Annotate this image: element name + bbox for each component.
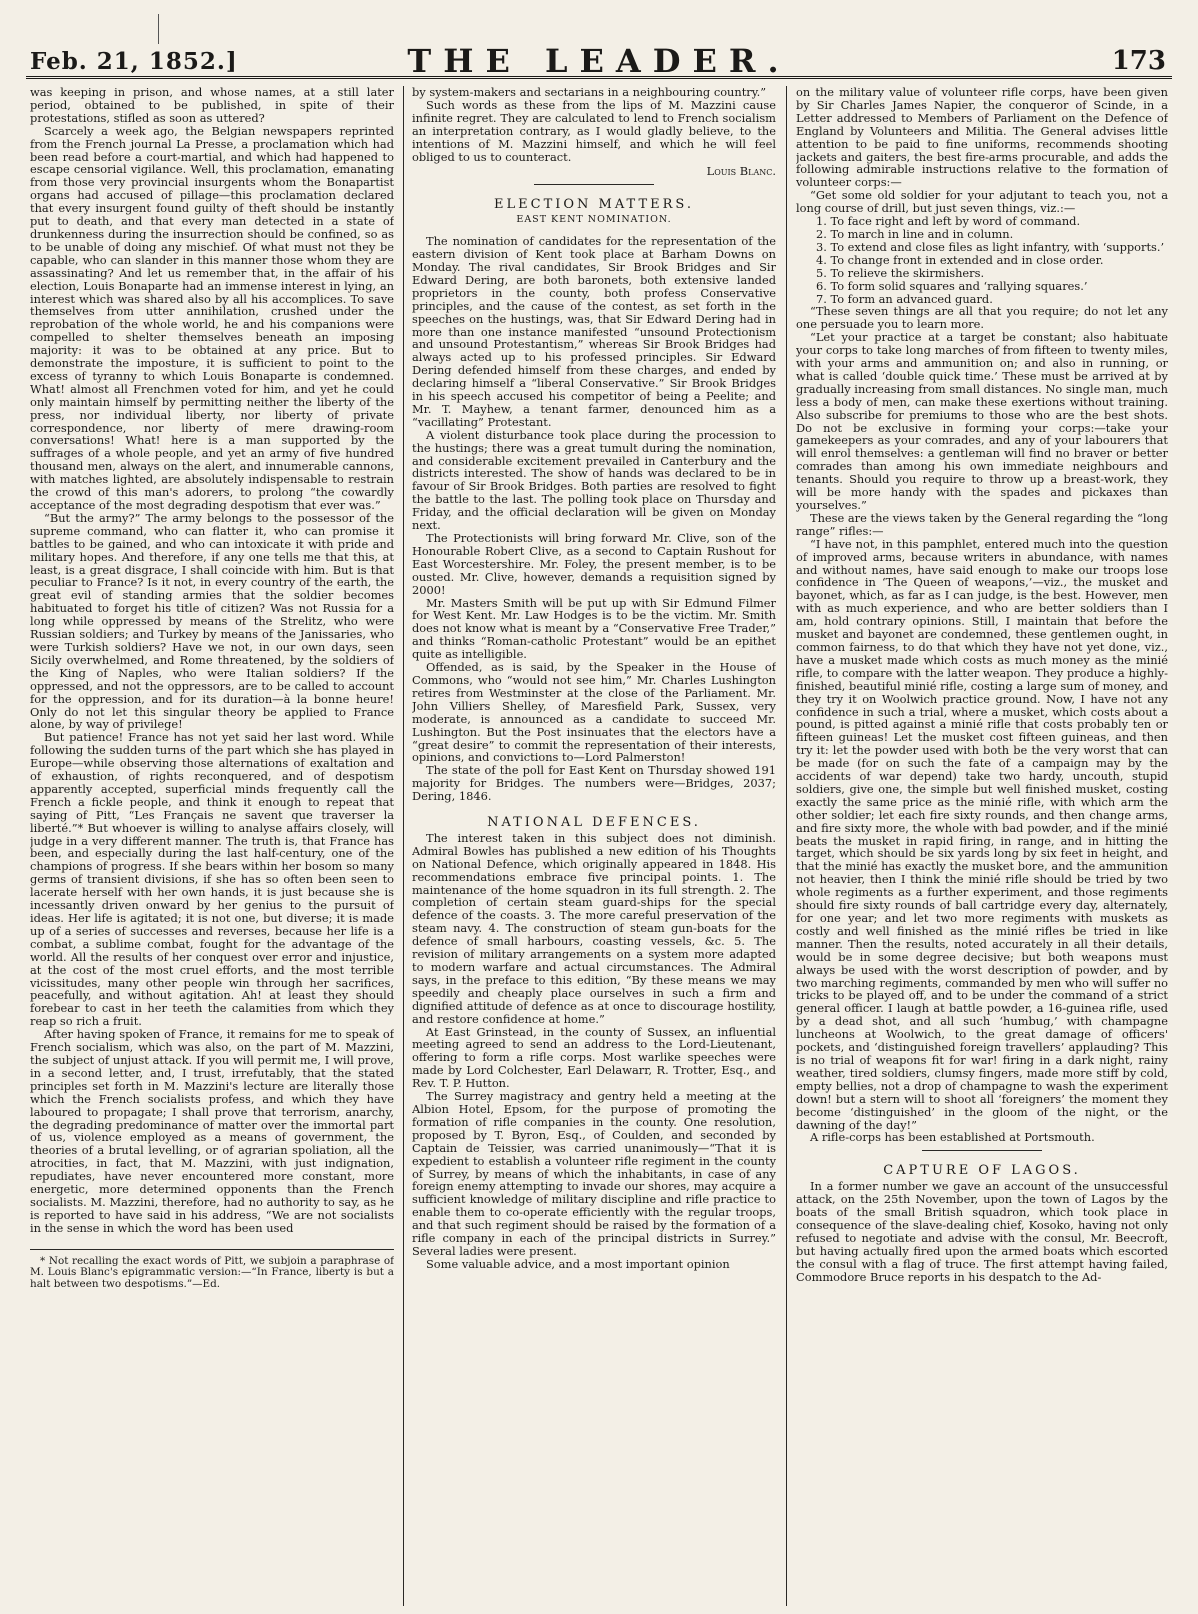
section-subheading: EAST KENT NOMINATION. [516, 214, 672, 226]
footnote [30, 1249, 394, 1291]
paragraph: The Surrey magistracy and gentry held a meeting at the Albion Hotel, Epsom, for the purpose of promoting the formation of rifle companies in the county. One resolution, proposed by T. Byron, Esq., of Coulden, and seconded by Captain de Teissier, was carried unanimously—“That it is expedient to establish a volunteer rifle regiment in the county of Surrey, by means of which the inhabitants, in case of any foreign enemy attempting to invade our shores, may acquire a sufficient knowledge of military discipline and rifle practice to enable them to co-operate efficiently with the regular troops, and that such regiment should be raised by the formation of a rifle company in each of the principal districts in Surrey.” Several ladies were present. [412, 1089, 776, 1258]
paragraph: After having spoken of France, it remains for me to speak of French socialism, which was also, on the part of M. Mazzini, the subject of unjust attack. If you will permit me, I will prove, in a second letter, and, I trust, irrefutably, that the stated principles set forth in M. Mazzini's lecture are literally those which the French socialists profess, and which they have laboured to propagate; I shall prove that terrorism, anarchy, the degrading predominance of matter over the immortal part of us, violence employed as a means of government, the theories of a brutal levelling, or of agrarian spoliation, all the atrocities, in fact, that M. Mazzini, with just indignation, repudiates, have never encountered more constant, more energetic, more determined opponents than the French socialists. M. Mazzini, therefore, had no authority to say, as he is reported to have said in his address, “We are not socialists in the sense in which the word has been used [30, 1027, 394, 1235]
list-item: 1. To face right and left by word of command. [816, 214, 1081, 229]
paragraph: was keeping in prison, and whose names, at a still later period, obtained to be published, in spite of their protestations, stifled as soon as uttered? [30, 86, 394, 125]
page-number: 173 [1111, 46, 1166, 76]
paragraph: Such words as these from the lips of M. Mazzini cause infinite regret. They are calculated to lend to French socialism an interpretation contrary, as I would gladly believe, to the intentions of M. Mazzini himself, and which he will feel obliged to us to counteract. [412, 97, 776, 164]
section-heading: NATIONAL DEFENCES. [487, 815, 701, 831]
column-3 [796, 86, 1168, 1606]
column-2 [412, 86, 776, 1606]
paragraph: The state of the poll for East Kent on Thursday showed 191 majority for Bridges. The numbers were—Bridges, 2037; Dering, 1846. [412, 763, 776, 804]
masthead [26, 14, 1172, 80]
paragraph: Some valuable advice, and a most important opinion [426, 1256, 730, 1271]
paragraph: “Get some old soldier for your adjutant to teach you, not a long course of drill, but just seven things, viz.:— [796, 188, 1168, 216]
paragraph: Scarcely a week ago, the Belgian newspapers reprinted from the French journal La Presse, a proclamation which had been read before a court-martial, and which had happened to escape censorial vigilance. Well, this proclamation, emanating from those very provincial insurgents whom the Bonapartist organs had accused of pillage—this proclamation declared that every insurgent found guilty of theft should be instantly put to death, and that every man detected in a state of drunkenness during the insurrection should be confined, so as to be unable of doing any mischief. Of what must not they be capable, who can slander in this manner those whom they are assassinating? And let us remember that, in the affair of his election, Louis Bonaparte had an immense interest in lying, an interest which was shared also by all his accomplices. To save themselves from utter annihilation, crushed under the reprobation of the whole world, he and his companions were compelled to shelter themselves beneath an imposing majority: it was to be obtained at any price. But to demonstrate the imposture, it is sufficient to point to the excess of tyranny to which Louis Bonaparte is condemned. What! almost all Frenchmen voted for him, and yet he could only maintain himself by permitting neither the liberty of the press, nor individual liberty, nor liberty of private correspondence, nor liberty of mere drawing-room conversations! What! here is a man supported by the suffrages of a whole people, and yet an army of five hundred thousand men, always on the alert, and innumerable cannons, with matches lighted, are absolutely indispensable to restrain the crowd of this man's adorers, to prolong “the cowardly acceptance of the most degrading despotism that ever was.” [30, 123, 394, 512]
paragraph: “But the army?” The army belongs to the possessor of the supreme command, who can flatter it, who can promise it battles to be gained, and who can intoxicate it with pride and military hopes. And therefore, if any one tells me that this, at least, is a great disgrace, I shall coincide with him. But is that peculiar to France? Is it not, in every country of the earth, the great evil of standing armies that the soldier becomes habituated to forget his title of citizen? Was not Russia for a long while oppressed by means of the Strelitz, who were Russian soldiers; and Turkey by means of the Janissaries, who were Turkish soldiers? Have we not, in our own days, seen Sicily overwhelmed, and Rome threatened, by the soldiers of the King of Naples, who were Italian soldiers? If the oppressed, and not the oppressors, are to be called to account for the oppression, and for its duration—à la bonne heure! Only do not let this singular theory be applied to France alone, by way of privilege! [30, 510, 394, 732]
paragraph: But patience! France has not yet said her last word. While following the sudden turns of the part which she has played in Europe—while observing those alternations of exaltation and of exhaustion, of rights reconquered, and of despotism apparently accepted, superficial minds frequently call the French a fickle people, and think it enough to repeat that saying of Pitt, “Les Français ne savent que traverser la liberté.”* But whoever is willing to analyse affairs closely, will judge in a very different manner. The truth is, that France has been, and especially during the last half-century, one of the champions of progress. If she bears within her bosom so many germs of transient divisions, if she has so often been seen to lacerate herself with her own hands, it is just because she is incessantly driven onward by her genius to the pursuit of ideas. Her life is agitated; it is not one, but diverse; it is made up of a series of successes and reverses, because her life is a combat, a sublime combat, fought for the advantage of the world. All the results of her conquest over error and injustice, at the cost of the most cruel efforts, and the most terrible vicissitudes, many other people win through her sacrifices, peacefully, and without agitation. Ah! at least they should forebear to cast in her teeth the calamities from which they reap so rich a fruit. [30, 730, 394, 1029]
paragraph: The Protectionists will bring forward Mr. Clive, son of the Honourable Robert Clive, as a second to Captain Rushout for East Worcestershire. Mr. Foley, the present member, is to be ousted. Mr. Clive, however, demands a requisition signed by 2000! [412, 531, 776, 597]
column-divider [786, 86, 787, 1606]
paragraph: The nomination of candidates for the representation of the eastern division of Kent took place at Barham Downs on Monday. The rival candidates, Sir Brook Bridges and Sir Edward Dering, are both baronets, both extensive landed proprietors in the county, both profess Conservative principles, and the cause of the contest, as set forth in the speeches on the hustings, was, that Sir Edward Dering had in more than one instance manifested “unsound Protectionism and unsound Protestantism,” whereas Sir Brook Bridges had always acted up to his professed principles. Sir Edward Dering defended himself from these charges, and ended by declaring himself a “liberal Conservative.” Sir Brook Bridges in his speech accused his competitor of being a Peelite; and Mr. T. Mayhew, a tenant farmer, denounced him as a “vacillating” Protestant. [412, 234, 776, 429]
paragraph: Offended, as is said, by the Speaker in the House of Commons, who “would not see him,” Mr. Charles Lushington retires from Westminster at the close of the Parliament. Mr. John Villiers Shelley, of Maresfield Park, Sussex, very moderate, is announced as a candidate to succeed Mr. Lushington. But the Post insinuates that the electors have a “great desire” to commit the representation of their interests, opinions, and convictions to—Lord Palmerston! [412, 660, 776, 765]
column-divider [403, 86, 404, 1606]
paragraph: At East Grinstead, in the county of Sussex, an influential meeting agreed to send an address to the Lord-Lieutenant, offering to form a rifle corps. Most warlike speeches were made by Lord Colchester, Earl Delawarr, R. Trotter, Esq., and Rev. T. P. Hutton. [412, 1024, 776, 1091]
paragraph: by system-makers and sectarians in a neighbouring country.” [412, 86, 767, 99]
list-item: 4. To change front in extended and in close order. [816, 252, 1104, 267]
paragraph: These are the views taken by the General regarding the “long range” rifles:— [796, 510, 1168, 538]
paragraph: “I have not, in this pamphlet, entered much into the question of improved arms, because writers in abundance, with names and without names, have said enough to make our troops lose confidence in ‘The Queen of weapons,’—viz., the musket and bayonet, which, as far as I can judge, is the best. However, men with as much experience, and who are better soldiers than I am, hold contrary opinions. Still, I maintain that before the musket and bayonet are condemned, these gentlemen ought, in common fairness, to do that which they have not yet done, viz., have a musket made which costs as much money as the minié rifle, to compare with the latter weapon. They produce a highly-finished, beautiful minié rifle, costing a large sum of money, and they try it on Woolwich practice ground. Now, I have not any confidence in such a trial, where a musket, which costs about a pound, is pitted against a minié rifle that costs probably ten or fifteen guineas! Let the musket cost fifteen guineas, and then try it: let the powder used with both be the very worst that can be made (for on such the fate of a campaign may by the accidents of war depend) take two hardy, uncouth, stupid soldiers, give one, the simple but well finished musket, costing exactly the same price as the minié rifle, with which arm the other soldier; let each fire sixty rounds, and then change arms, and fire sixty more, the whole with bad powder, and if the minié beats the musket in rapid firing, in range, and in hitting the target, which should be six yards long by six feet in height, and that the minié has exactly the musket bore, and the ammunition not heavier, then I think the minié rifle should be tried by two whole regiments as a further experiment, and those regiments should fire sixty rounds of ball cartridge every day, alternately, for one year; and let two more regiments with muskets as costly and well finished as the minié rifles be tried in like manner. Then the results, noted accurately in all their details, would be in some degree decisive; but both weapons must always be used with the worst description of powder, and by two marching regiments, commanded by men who will suffer no tricks to be played off, and to be under the command of a strict general officer. I laugh at battle powder, a 16-guinea rifle, used by a dead shot, and all such ‘humbug,’ with champagne luncheons at Woolwich, to the great damage of officers' pockets, and ‘distinguished foreign travellers’ applauding? This is no trial of weapons fit for war! firing in a dark night, rainy weather, tired soldiers, clumsy fingers, made more stiff by cold, empty bellies, not a drop of champagne to wash the experiment down! but a stern will to shoot all ‘foreigners’ the moment they become ‘distinguished’ in the gloom of the night, or the dawning of the day!” [796, 536, 1168, 1132]
paragraph: In a former number we gave an account of the unsuccessful attack, on the 25th November, upon the town of Lagos by the boats of the small British squadron, which took place in consequence of the slave-dealing chief, Kosoko, having not only refused to negotiate and advise with the consul, Mr. Beecroft, but having actually fired upon the armed boats which escorted the consul with a flag of truce. The first attempt having failed, Commodore Bruce reports in his despatch to the Ad- [796, 1179, 1168, 1284]
header-rule [26, 76, 1172, 81]
section-heading: CAPTURE OF LAGOS. [883, 1163, 1081, 1179]
list-item: 5. To relieve the skirmishers. [816, 265, 985, 280]
paragraph: The interest taken in this subject does not diminish. Admiral Bowles has published a new edition of his Thoughts on National Defence, which originally appeared in 1848. His recommendations embrace five principal points. 1. The maintenance of the home squadron in its full strength. 2. The completion of certain steam guard-ships for the special defence of the coasts. 3. The more careful preservation of the steam navy. 4. The construction of steam gun-boats for the defence of small harbours, coasting vessels, &c. 5. The revision of military arrangements on a system more adapted to modern warfare and actual circumstances. The Admiral says, in the preface to this edition, “By these means we may speedily and cheaply place ourselves in such a firm and dignified attitude of defence as at once to discourage hostility, and restore confidence at home.” [412, 830, 776, 1026]
paragraph: “These seven things are all that you require; do not let any one persuade you to learn more. [796, 304, 1168, 332]
section-heading: ELECTION MATTERS. [494, 197, 694, 213]
list-item: 6. To form solid squares and ‘rallying squares.’ [816, 278, 1088, 293]
signature: Louis Blanc. [706, 164, 776, 179]
list-item: 3. To extend and close files as light infantry, with ‘supports.’ [816, 239, 1165, 254]
newspaper-title: THE LEADER. [407, 42, 791, 80]
list-item: 2. To march in line and in column. [816, 226, 1014, 241]
footnote-text: * Not recalling the exact words of Pitt, we subjoin a paraphrase of M. Louis Blanc's epigrammatic version:—“In France, liberty is but a halt between two despotisms.”—Ed. [30, 1254, 394, 1291]
margin-mark [158, 14, 160, 44]
paragraph: Mr. Masters Smith will be put up with Sir Edmund Filmer for West Kent. Mr. Law Hodges is to be the victim. Mr. Smith does not know what is meant by a “Conservative Free Trader,” and thinks “Roman-catholic Protestant” would be an epithet quite as intelligible. [412, 595, 776, 662]
issue-date: Feb. 21, 1852.] [30, 48, 238, 75]
paragraph: A violent disturbance took place during the procession to the hustings; there was a great tumult during the nomination, and considerable excitement prevailed in Canterbury and the districts interested. The show of hands was declared to be in favour of Sir Brook Bridges. Both parties are resolved to fight the battle to the last. The polling took place on Thursday and Friday, and the official declaration will be given on Monday next. [412, 427, 776, 533]
column-1 [30, 86, 394, 1606]
list-item: 7. To form an advanced guard. [816, 291, 993, 306]
paragraph: on the military value of volunteer rifle corps, have been given by Sir Charles James Napier, the conqueror of Scinde, in a Letter addressed to Members of Parliament on the Defence of England by Volunteers and Militia. The General advises little attention to be paid to fine uniforms, recommends shooting jackets and gaiters, the best fire-arms procurable, and adds the following admirable instructions relative to the formation of volunteer corps:— [796, 86, 1168, 190]
paragraph: “Let your practice at a target be constant; also habituate your corps to take long marches of from fifteen to twenty miles, with your arms and ammunition on; and also in running, or what is called ‘double quick time.’ These must be arrived at by gradually increasing from small distances. No single man, much less a body of men, can make these exertions without training. Also subscribe for premiums to those who are the best shots. Do not be exclusive in forming your corps:—take your gamekeepers as your comrades, and any of your labourers that will enrol themselves: a gentleman will find no braver or better comrades than among his own immediate neighbours and tenants. Should you require to throw up a breast-work, they will be more handy with the spades and pickaxes than yourselves.” [796, 330, 1168, 512]
paragraph: A rifle-corps has been established at Portsmouth. [810, 1130, 1095, 1145]
section-separator [534, 184, 654, 185]
article-columns [26, 86, 1172, 1606]
section-separator [922, 1150, 1042, 1151]
